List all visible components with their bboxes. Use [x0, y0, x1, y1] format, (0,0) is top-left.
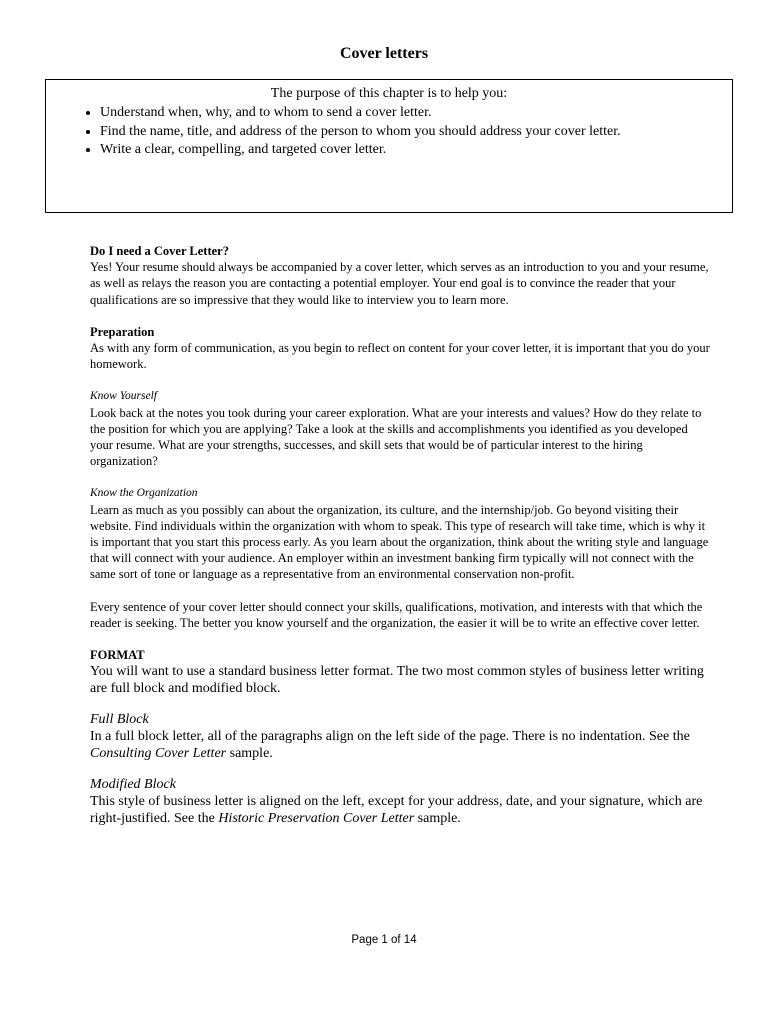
- section-heading-preparation: Preparation: [90, 324, 155, 339]
- text-every-sentence: Every sentence of your cover letter should connect your skills, qualifications, motivation, and interests with that which the reader is seeking. The better you know yourself and the organization, the easier it will be to write an effective cover letter.: [90, 599, 703, 630]
- section-text-format: You will want to use a standard business letter format. The two most common styles of business letter writing are full block and modified block.: [90, 664, 704, 697]
- subheading-know-organization: Know the Organization: [90, 487, 198, 500]
- purpose-bullet: • Understand when, why, and to whom to send a cover letter.: [100, 104, 621, 123]
- text-know-organization: Learn as much as you possibly can about the organization, its culture, and the internship/job. Go beyond visiting their website. Find individuals within the organization with whom to speak. This type of research will take time, which is why it is important that you start this process early. As you learn about the organization, think about the writing style and language that will connect with your audience. An employer within an investment banking firm typically will not connect with the same sort of tone or language as a representative from an environmental conservation non-profit.: [90, 502, 709, 582]
- modified-block-text-a: This style of business letter is aligned on the left, except for your address, date, and your signature, which are right-justified. See the: [90, 794, 703, 827]
- modified-block-sample-ref: Historic Preservation Cover Letter: [218, 811, 415, 827]
- full-block-text-b: sample.: [226, 746, 273, 762]
- chapter-purpose-box: [45, 79, 733, 213]
- text-know-yourself: Look back at the notes you took during your career exploration. What are your interests and values? How do they relate to the position for which you are applying? Take a look at the skills and accomplishments you identified as you developed your resume. What are your strengths, successes, and skill sets that would be of particular interest to the hiring organization?: [90, 405, 702, 469]
- purpose-bullet: • Write a clear, compelling, and targeted cover letter.: [100, 141, 621, 160]
- purpose-bullet: • Find the name, title, and address of the person to whom you should address your cover letter.: [100, 123, 621, 142]
- main-content: [90, 243, 710, 827]
- section-heading-format: FORMAT: [90, 648, 145, 663]
- page-title: Cover letters: [339, 45, 429, 62]
- subheading-full-block: Full Block: [90, 712, 149, 728]
- section-text-need: Yes! Your resume should always be accompanied by a cover letter, which serves as an introduction to you and your resume, as well as relays the reason you are contacting a potential employer. Your end goal is to convince the reader that your qualifications are so impressive that they would like to interview you to learn more.: [90, 260, 709, 307]
- full-block-sample-ref: Consulting Cover Letter: [90, 746, 227, 762]
- section-text-preparation: As with any form of communication, as you begin to reflect on content for your cover letter, it is important that you do your homework.: [90, 341, 710, 372]
- subheading-modified-block: Modified Block: [90, 777, 176, 793]
- section-heading-need: Do I need a Cover Letter?: [90, 244, 229, 258]
- purpose-list: [46, 104, 621, 160]
- subheading-know-yourself: Know Yourself: [90, 390, 158, 403]
- purpose-intro: The purpose of this chapter is to help you:: [270, 86, 508, 101]
- text-full-block: [90, 728, 710, 762]
- page-number: Page 1 of 14: [351, 934, 417, 946]
- full-block-text-a: In a full block letter, all of the paragraphs align on the left side of the page. There is no indentation. See the: [90, 729, 690, 745]
- text-modified-block: [90, 793, 710, 827]
- modified-block-text-b: sample.: [414, 811, 461, 827]
